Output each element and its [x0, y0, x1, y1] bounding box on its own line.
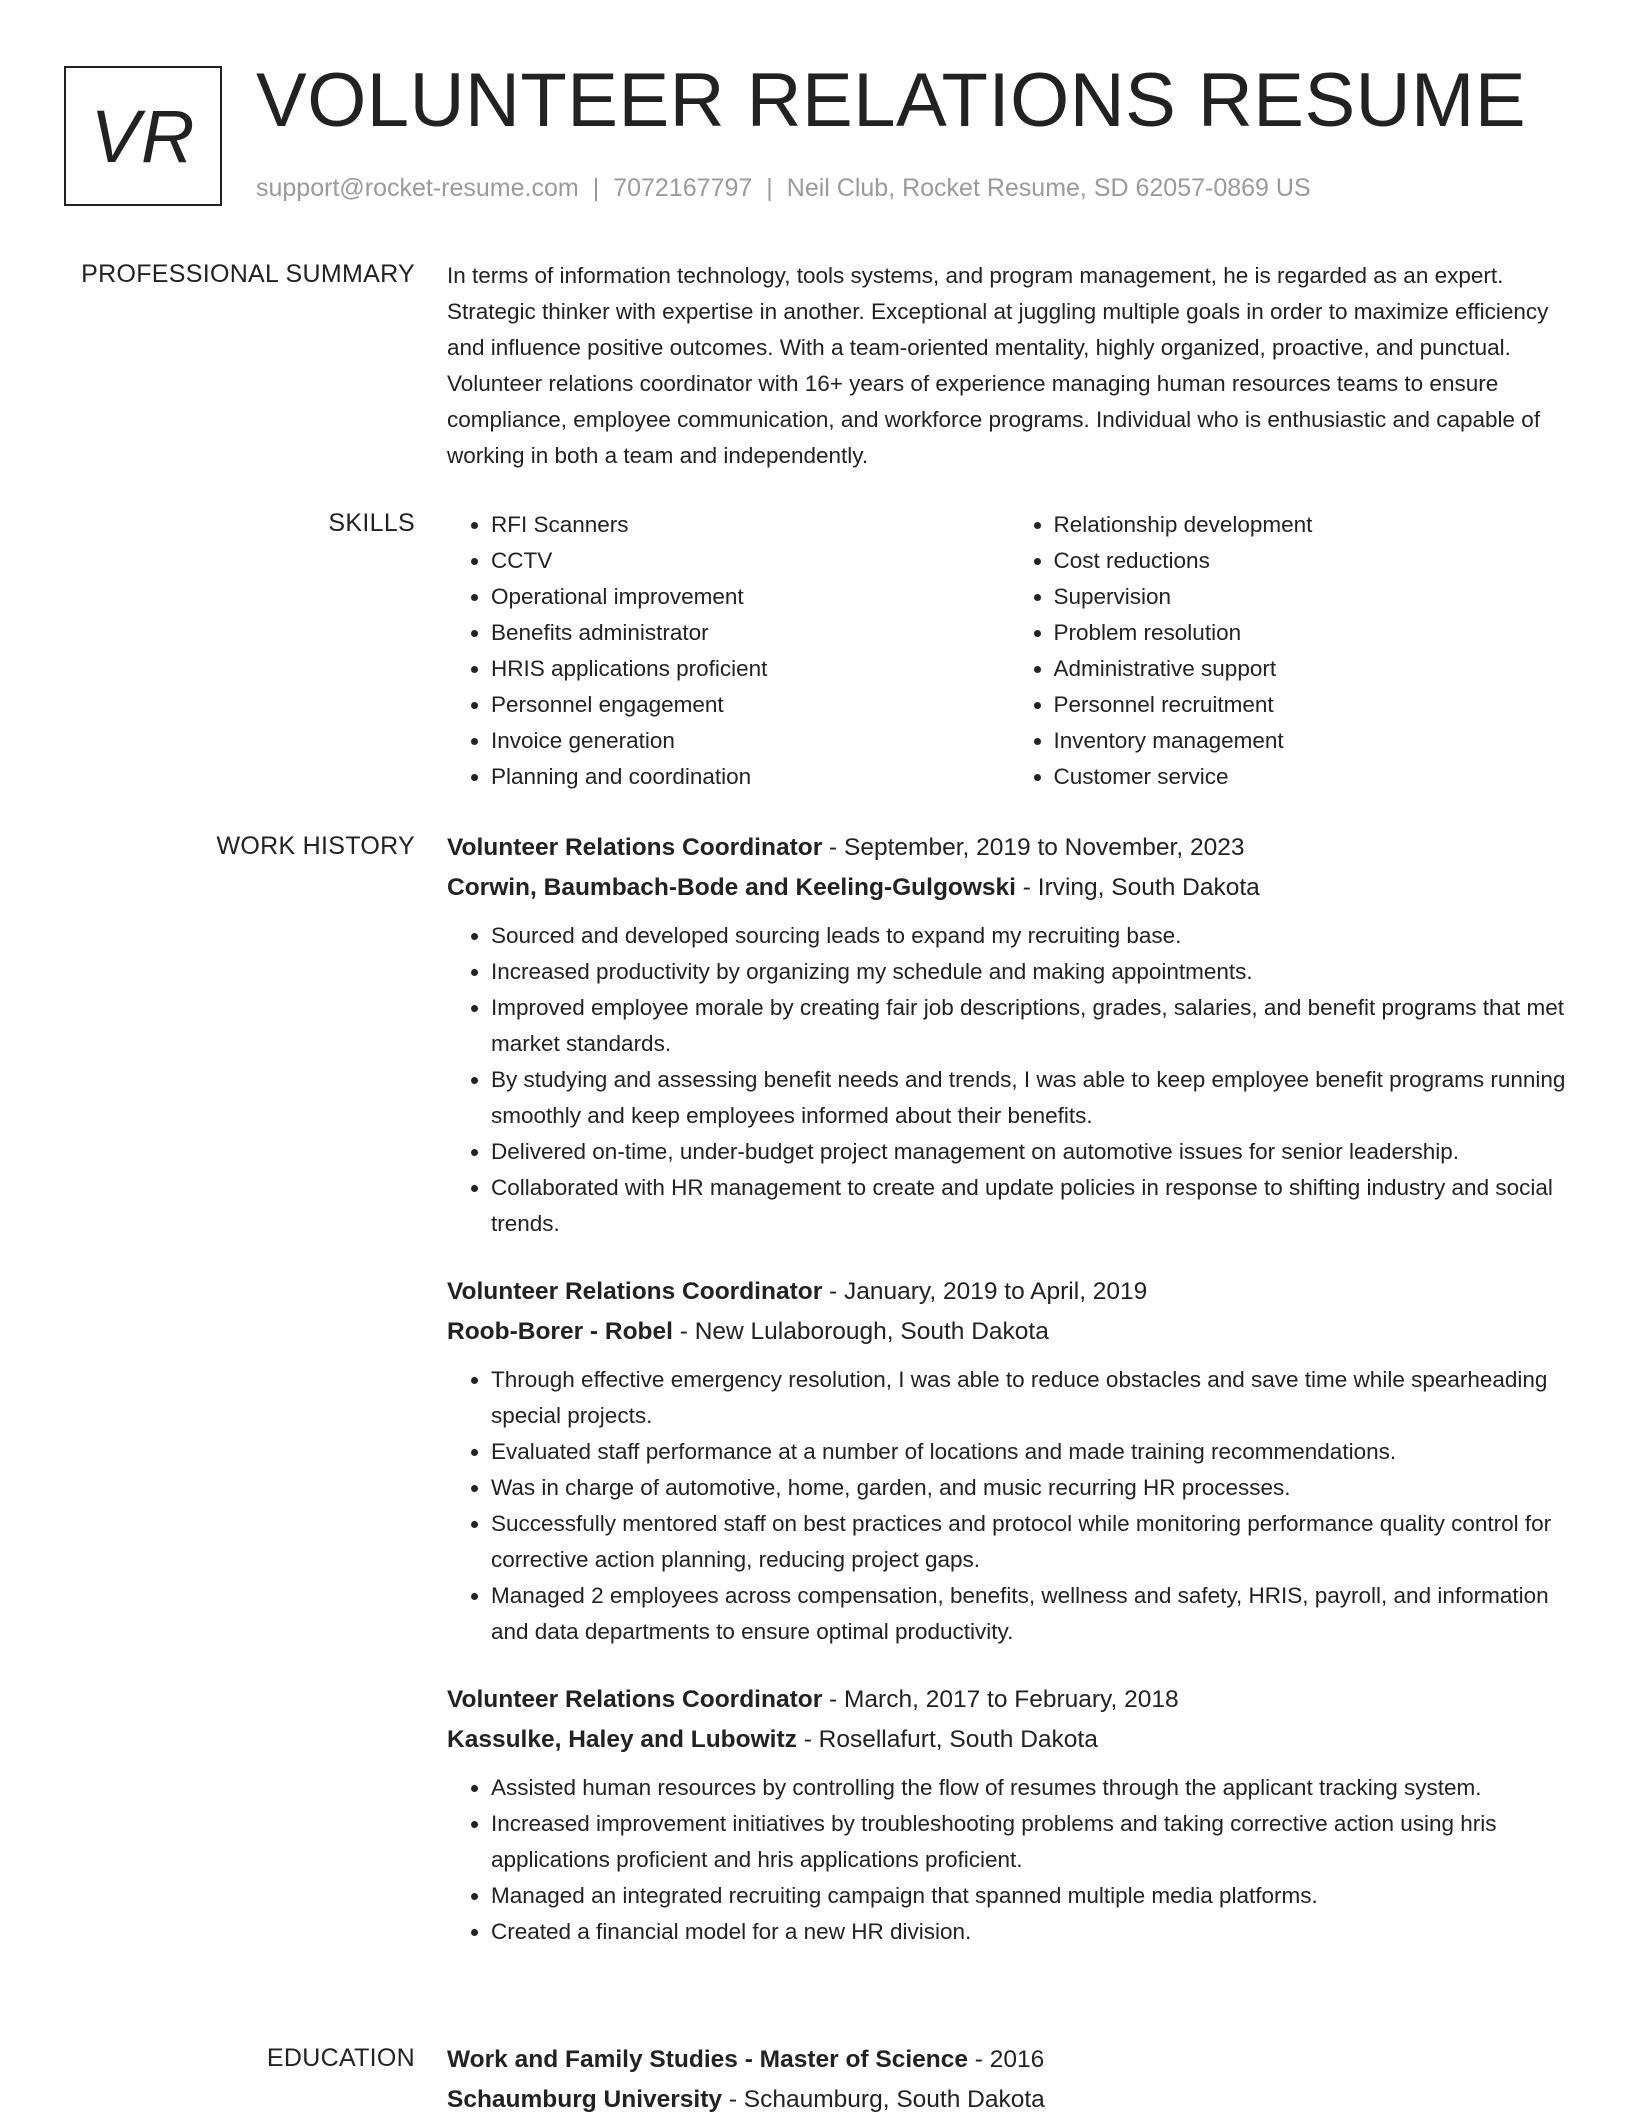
job-bullet: • Collaborated with HR management to create and update policies in response to shifting industry and social trends. — [491, 1170, 1572, 1242]
education-school-line — [447, 2080, 1572, 2120]
job-company: Roob-Borer - Robel — [447, 1318, 673, 1345]
job-bullets — [447, 918, 1572, 1242]
job-company-line — [447, 1720, 1572, 1760]
skill-item: • Customer service — [1054, 759, 1573, 795]
contact-email[interactable]: support@rocket-resume.com — [256, 174, 579, 202]
education-location: - Schaumburg, South Dakota — [722, 2086, 1045, 2113]
job-bullet: • Managed 2 employees across compensation, benefits, wellness and safety, HRIS, payroll, and information and data departments to ensure optimal productivity. — [491, 1578, 1572, 1650]
skill-item: • HRIS applications proficient — [491, 651, 1010, 687]
education-degree-line — [447, 2040, 1572, 2080]
job-title-line — [447, 1272, 1572, 1312]
job-bullet: • Created a financial model for a new HR division. — [491, 1914, 1572, 1950]
job-title: Volunteer Relations Coordinator — [447, 1686, 823, 1713]
work-history-heading: WORK HISTORY — [216, 832, 415, 860]
summary-body — [447, 258, 1572, 474]
skill-item: • RFI Scanners — [491, 507, 1010, 543]
job-location: - Rosellafurt, South Dakota — [796, 1726, 1098, 1753]
summary-heading: PROFESSIONAL SUMMARY — [81, 260, 415, 288]
job-dates: - September, 2019 to November, 2023 — [822, 834, 1245, 861]
job-bullet: • Delivered on-time, under-budget project management on automotive issues for senior leadership. — [491, 1134, 1572, 1170]
job-title: Volunteer Relations Coordinator — [447, 1278, 823, 1305]
job-title: Volunteer Relations Coordinator — [447, 834, 823, 861]
job-bullet: • Assisted human resources by controlling the flow of resumes through the applicant tracking system. — [491, 1770, 1572, 1806]
summary-text: In terms of information technology, tools systems, and program management, he is regarded as an expert. Strategic thinker with expertise in another. Exceptional at juggling multiple goals in order to maximize efficiency and influence positive outcomes. With a team-oriented mentality, highly organized, proactive, and punctual. Volunteer relations coordinator with 16+ years of experience managing human resources teams to ensure compliance, employee communication, and workforce programs. Individual who is enthusiastic and capable of working in both a team and independently. — [447, 263, 1549, 468]
skill-item: • Inventory management — [1054, 723, 1573, 759]
education-year: - 2016 — [968, 2046, 1045, 2073]
skill-item: • Personnel engagement — [491, 687, 1010, 723]
job-bullet: • Successfully mentored staff on best practices and protocol while monitoring performance quality control for corrective action planning, reducing project gaps. — [491, 1506, 1572, 1578]
job-title-line — [447, 1680, 1572, 1720]
job-title-line — [447, 828, 1572, 868]
skill-item: • CCTV — [491, 543, 1010, 579]
skill-item: • Relationship development — [1054, 507, 1573, 543]
skill-item: • Personnel recruitment — [1054, 687, 1573, 723]
job-bullet: • Increased productivity by organizing my schedule and making appointments. — [491, 954, 1572, 990]
job-entry — [447, 828, 1572, 1242]
skill-item: • Benefits administrator — [491, 615, 1010, 651]
skills-columns — [447, 507, 1572, 795]
contact-address: Neil Club, Rocket Resume, SD 62057-0869 US — [786, 174, 1311, 202]
job-company-line — [447, 868, 1572, 908]
job-bullet: • Increased improvement initiatives by troubleshooting problems and taking corrective action using hris applications proficient and hris applications proficient. — [491, 1806, 1572, 1878]
contact-phone[interactable]: 7072167797 — [613, 174, 753, 202]
job-bullet: • By studying and assessing benefit needs and trends, I was able to keep employee benefit programs running smoothly and keep employees informed about their benefits. — [491, 1062, 1572, 1134]
job-location: - Irving, South Dakota — [1016, 874, 1260, 901]
job-bullet: • Through effective emergency resolution, I was able to reduce obstacles and save time while spearheading special projects. — [491, 1362, 1572, 1434]
monogram-initials: VR — [90, 94, 196, 178]
skill-item: • Invoice generation — [491, 723, 1010, 759]
job-bullets — [447, 1362, 1572, 1650]
job-bullet: • Evaluated staff performance at a number of locations and made training recommendations. — [491, 1434, 1572, 1470]
contact-separator: | — [592, 174, 600, 202]
education-body — [447, 2040, 1572, 2120]
skill-item: • Operational improvement — [491, 579, 1010, 615]
skills-heading: SKILLS — [328, 509, 415, 537]
job-bullets — [447, 1770, 1572, 1950]
education-heading: EDUCATION — [266, 2044, 415, 2072]
job-dates: - January, 2019 to April, 2019 — [822, 1278, 1148, 1305]
skills-list-right — [1010, 507, 1573, 795]
skill-item: • Administrative support — [1054, 651, 1573, 687]
job-bullet: • Managed an integrated recruiting campaign that spanned multiple media platforms. — [491, 1878, 1572, 1914]
skill-item: • Supervision — [1054, 579, 1573, 615]
skills-list-left — [447, 507, 1010, 795]
education-degree: Work and Family Studies - Master of Science — [447, 2046, 968, 2073]
job-bullet: • Sourced and developed sourcing leads to expand my recruiting base. — [491, 918, 1572, 954]
resume-title: VOLUNTEER RELATIONS RESUME — [256, 58, 1527, 143]
education-school: Schaumburg University — [447, 2086, 723, 2113]
skill-item: • Planning and coordination — [491, 759, 1010, 795]
job-dates: - March, 2017 to February, 2018 — [822, 1686, 1179, 1713]
work-history-body — [447, 828, 1572, 1980]
contact-separator: | — [766, 174, 773, 202]
skill-item: • Problem resolution — [1054, 615, 1573, 651]
job-bullet: • Was in charge of automotive, home, garden, and music recurring HR processes. — [491, 1470, 1572, 1506]
skills-body — [447, 507, 1572, 795]
monogram-box — [64, 66, 222, 206]
job-location: - New Lulaborough, South Dakota — [672, 1318, 1049, 1345]
job-company: Kassulke, Haley and Lubowitz — [447, 1726, 797, 1753]
job-bullet: • Improved employee morale by creating fair job descriptions, grades, salaries, and benefit programs that met market standards. — [491, 990, 1572, 1062]
skill-item: • Cost reductions — [1054, 543, 1573, 579]
job-entry — [447, 1272, 1572, 1650]
job-entry — [447, 1680, 1572, 1950]
job-company: Corwin, Baumbach-Bode and Keeling-Gulgowski — [447, 874, 1016, 901]
contact-line — [256, 174, 1311, 203]
job-company-line — [447, 1312, 1572, 1352]
